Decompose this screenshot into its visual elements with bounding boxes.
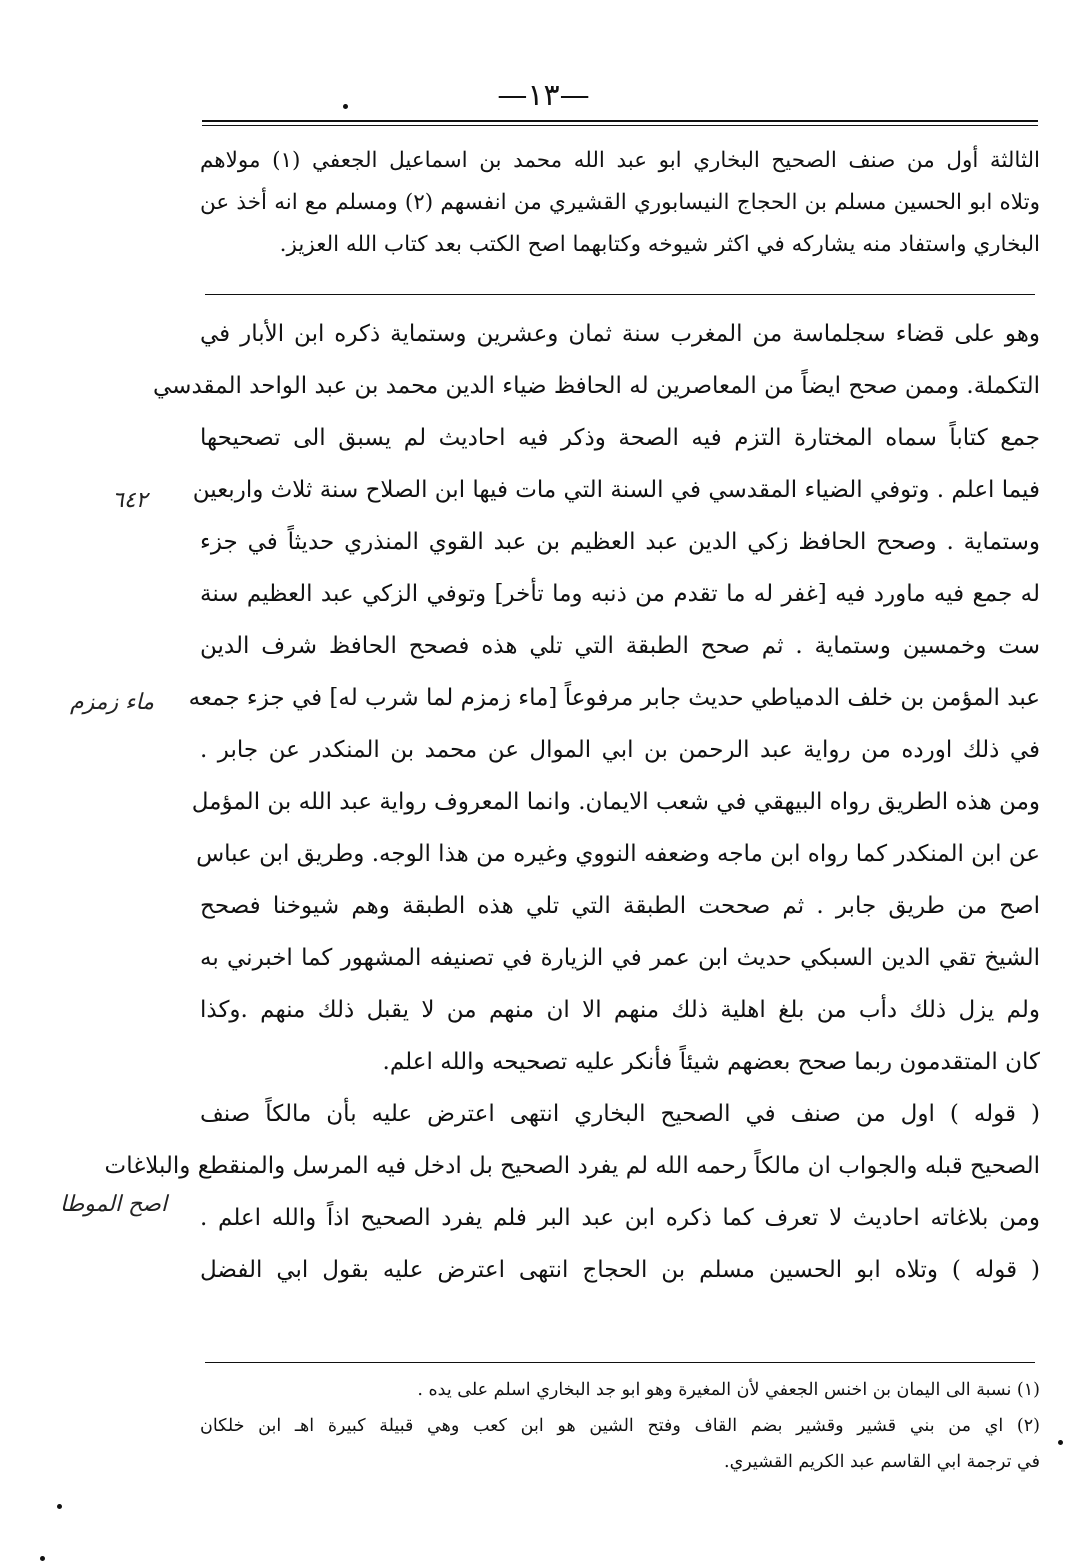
body-line: ( قوله ) وتلاه ابو الحسين مسلم بن الحجاج انتهى اعترض عليه بقول ابي الفضل xyxy=(200,1257,1040,1283)
margin-note-year: ٦٤٢ xyxy=(112,488,148,513)
body-line: اصح من طريق جابر . ثم صححت الطبقة التي تلي هذه الطبقة وهم شيوخنا فصحح xyxy=(200,893,1040,919)
ink-dot xyxy=(1058,1440,1063,1445)
body-line: جمع كتاباً سماه المختارة التزم فيه الصحة وذكر فيه احاديث لم يسبق الى تصحيحها xyxy=(200,425,1040,451)
body-line: فيما اعلم . وتوفي الضياء المقدسي في السنة التي مات فيها ابن الصلاح سنة ثلاث واربعين xyxy=(192,477,1040,503)
body-line: ( قوله ) اول من صنف في الصحيح البخاري انتهى اعترض عليه بأن مالكاً صنف xyxy=(200,1101,1040,1127)
footnote-line: (٢) اي من بني قشير وقشير بضم القاف وفتح الشين هو ابن كعب وهي قبيلة كبيرة اهـ ابن خلكان xyxy=(200,1416,1040,1436)
footnote-divider xyxy=(205,1362,1035,1363)
quote-line: الثالثة أول من صنف الصحيح البخاري ابو عبد الله محمد بن اسماعيل الجعفي (١) مولاهم xyxy=(200,148,1040,173)
ink-dot xyxy=(343,104,348,109)
footnote-line: (١) نسبة الى اليمان بن اخنس الجعفي لأن المغيرة وهو ابو جد البخاري اسلم على يده . xyxy=(417,1380,1040,1400)
body-line: له جمع فيه ماورد فيه [غفر له ما تقدم من ذنبه وما تأخر] وتوفي الزكي عبد العظيم سنة xyxy=(200,581,1040,607)
quoted-text-block xyxy=(200,140,1040,266)
page-number: —١٣— xyxy=(497,78,590,113)
body-line: وستماية . وصحح الحافظ زكي الدين عبد العظيم بن عبد القوي المنذري حديثاً في جزء xyxy=(200,529,1040,555)
body-line: ومن هذه الطريق رواه البيهقي في شعب الايمان. وانما المعروف رواية عبد الله بن المؤمل xyxy=(191,789,1040,815)
ink-dot xyxy=(40,1556,45,1561)
quote-divider xyxy=(205,294,1035,295)
body-line: التكملة. وممن صحح ايضاً من المعاصرين له الحافظ ضياء الدين محمد بن عبد الواحد المقدسي xyxy=(153,373,1040,399)
quote-line: البخاري واستفاد منه يشاركه في اكثر شيوخه وكتابهما اصح الكتب بعد كتاب الله العزيز. xyxy=(279,232,1040,257)
body-line: ومن بلاغاته احاديث لا تعرف كما ذكره ابن عبد البر فلم يفرد الصحيح اذاً والله اعلم . xyxy=(200,1205,1040,1231)
body-line: وهو على قضاء سجلماسة من المغرب سنة ثمان وعشرين وستماية ذكره ابن الأبار في xyxy=(200,321,1040,347)
footnote-line: في ترجمة ابي القاسم عبد الكريم القشيري. xyxy=(724,1452,1040,1472)
header-rule xyxy=(202,120,1038,126)
body-line: الصحيح قبله والجواب ان مالكاً رحمه الله لم يفرد الصحيح بل ادخل فيه المرسل والمنقطع والبلاغات xyxy=(104,1153,1040,1179)
footnotes-block xyxy=(200,1372,1040,1480)
body-line: عن ابن المنكدر كما رواه ابن ماجه وضعفه النووي وغيره من هذا الوجه. وطريق ابن عباس xyxy=(196,841,1040,867)
ink-dot xyxy=(57,1504,62,1509)
margin-note-muwatta: اصح الموطا xyxy=(60,1192,168,1217)
quote-line: وتلاه ابو الحسين مسلم بن الحجاج النيسابوري القشيري من انفسهم (٢) ومسلم مع انه أخذ عن xyxy=(200,190,1040,215)
body-line: كان المتقدمون ربما صحح بعضهم شيئاً فأنكر عليه تصحيحه والله اعلم. xyxy=(382,1049,1040,1075)
body-line: عبد المؤمن بن خلف الدمياطي حديث جابر مرفوعاً [ماء زمزم لما شرب له] في جزء جمعه xyxy=(188,685,1040,711)
body-line: ولم يزل ذلك دأب من بلغ اهلية ذلك منهم الا ان منهم من لا يقبل ذلك منهم .وكذا xyxy=(200,997,1040,1023)
margin-note-zamzam: ماء زمزم xyxy=(70,690,154,715)
body-line: في ذلك اورده من رواية عبد الرحمن بن ابي الموال عن محمد بن المنكدر عن جابر . xyxy=(200,737,1040,763)
body-line: الشيخ تقي الدين السبكي حديث ابن عمر في الزيارة في تصنيفه المشهور كما اخبرني به xyxy=(200,945,1040,971)
body-line: ست وخمسين وستماية . ثم صحح الطبقة التي تلي هذه فصحح الحافظ شرف الدين xyxy=(200,633,1040,659)
